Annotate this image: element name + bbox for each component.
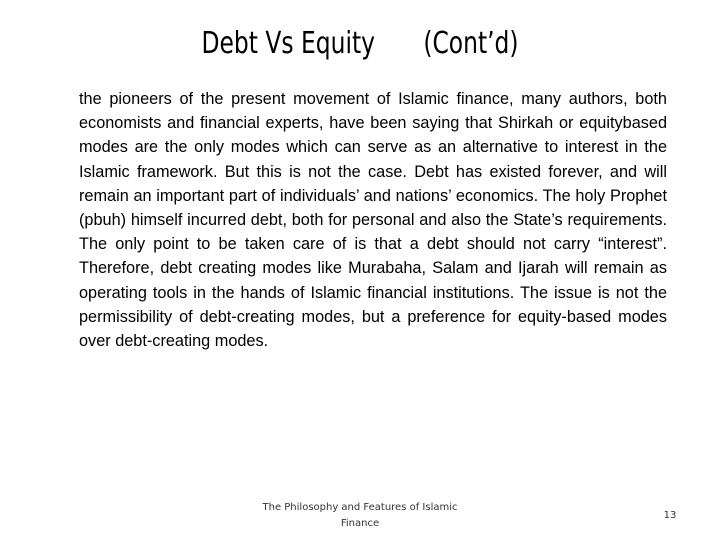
slide-title-continued: (Cont’d) [423,26,519,61]
slide-footer: The Philosophy and Features of Islamic Finance [262,502,458,529]
slide-page-number: 13 [663,510,677,521]
slide-title-main: Debt Vs Equity [201,26,375,61]
slide-title [79,26,641,61]
slide-body-text: the pioneers of the present movement of Islamic finance, many authors, both economists and financial experts, have been saying that Shirkah or equitybased modes are the only modes which can serve as an alternative to interest in the Islamic framework. But this is not the case. Debt has existed forever, and will remain an important part of individuals’ and nations’ economics. The holy Prophet (pbuh) himself incurred debt, both for personal and also the State’s requirements. The only point to be taken care of is that a debt should not carry “interest”. Therefore, debt creating modes like Murabaha, Salam and Ijarah will remain as operating tools in the hands of Islamic financial institutions. The issue is not the permissibility of debt-creating modes, but a preference for equity-based modes over debt-creating modes. [79,90,667,351]
